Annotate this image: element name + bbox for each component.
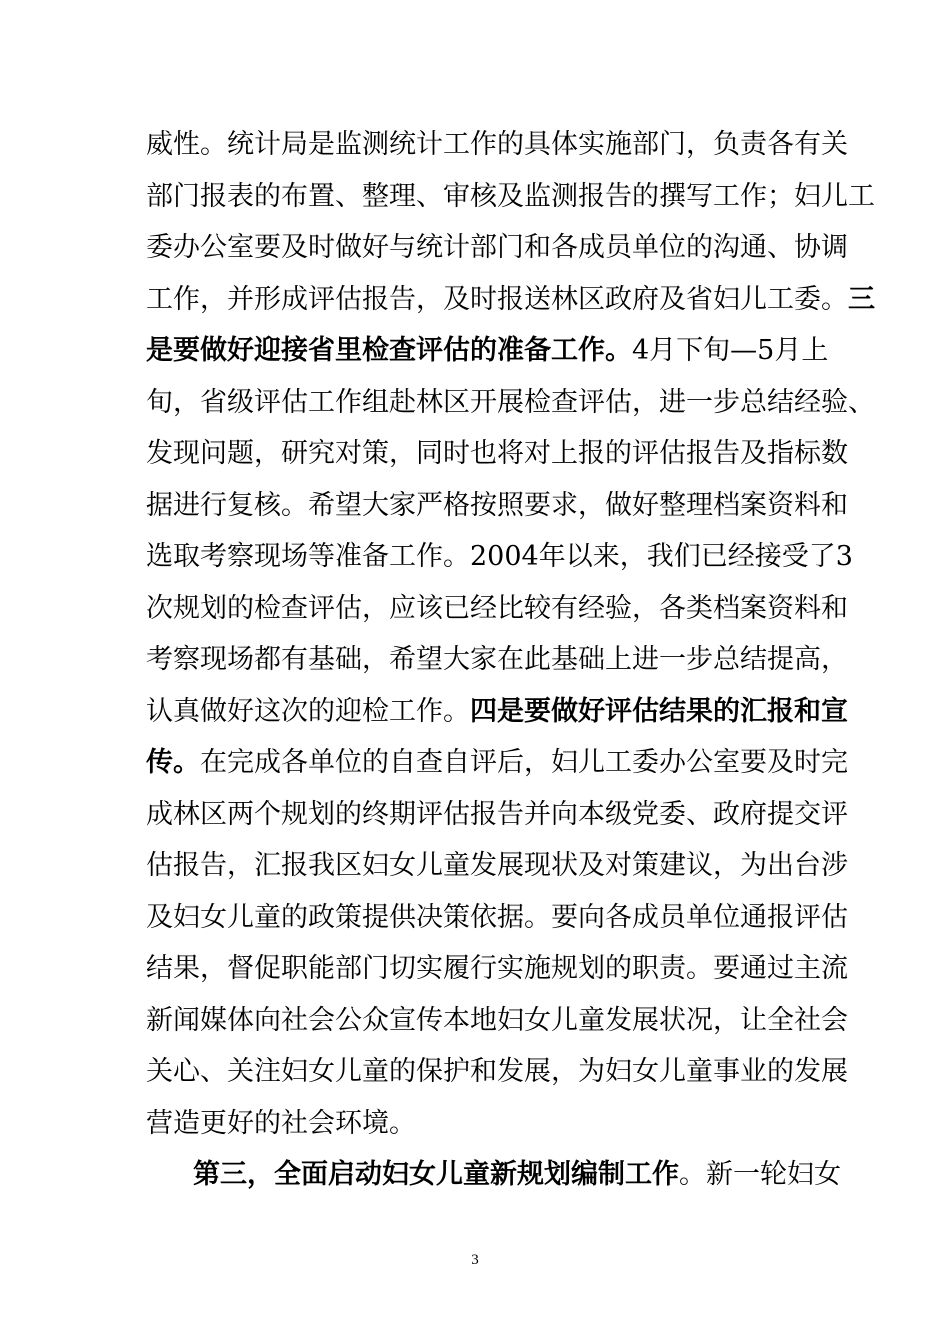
text-line-16 bbox=[146, 898, 848, 938]
text-segment: 估报告，汇报我区妇女儿童发展现状及对策建议，为出台涉 bbox=[146, 850, 848, 881]
text-segment: 工作，并形成评估报告，及时报送林区政府及省妇儿工委。 bbox=[146, 284, 848, 315]
text-line-15 bbox=[146, 846, 848, 886]
text-segment: 结果，督促职能部门切实履行实施规划的职责。要通过主流 bbox=[146, 953, 848, 984]
text-line-8 bbox=[146, 486, 848, 526]
text-line-11 bbox=[146, 640, 848, 680]
text-line-5 bbox=[146, 331, 829, 371]
text-segment: 发现问题，研究对策，同时也将对上报的评估报告及指标数 bbox=[146, 438, 848, 469]
text-line-10 bbox=[146, 589, 848, 629]
text-line-18 bbox=[146, 1001, 848, 1041]
text-line-6 bbox=[146, 383, 875, 423]
text-line-9 bbox=[146, 537, 853, 577]
text-segment: 在完成各单位的自查自评后，妇儿工委办公室要及时完 bbox=[200, 747, 848, 778]
text-line-1 bbox=[146, 125, 848, 165]
text-segment: 据进行复核。希望大家严格按照要求，做好整理档案资料和 bbox=[146, 490, 848, 521]
bold-text-segment: 第三，全面启动妇女儿童新规划编制工作 bbox=[193, 1159, 679, 1190]
bold-text-segment: 三 bbox=[848, 284, 875, 315]
text-line-14 bbox=[146, 795, 848, 835]
text-line-3 bbox=[146, 228, 848, 268]
text-segment: 旬，省级评估工作组赴林区开展检查评估，进一步总结经验、 bbox=[146, 387, 875, 418]
text-segment: 威性。统计局是监测统计工作的具体实施部门，负责各有关 bbox=[146, 129, 848, 160]
bold-text-segment: 传。 bbox=[146, 747, 200, 778]
text-segment: 次规划的检查评估，应该已经比较有经验，各类档案资料和 bbox=[146, 593, 848, 624]
text-segment: 成林区两个规划的终期评估报告并向本级党委、政府提交评 bbox=[146, 799, 848, 830]
text-segment: 委办公室要及时做好与统计部门和各成员单位的沟通、协调 bbox=[146, 232, 848, 263]
text-line-21 bbox=[193, 1155, 841, 1195]
text-line-17 bbox=[146, 949, 848, 989]
text-segment: 4月下旬—5月上 bbox=[632, 335, 829, 366]
text-segment: 部门报表的布置、整理、审核及监测报告的撰写工作；妇儿工 bbox=[146, 181, 875, 212]
bold-text-segment: 是要做好迎接省里检查评估的准备工作。 bbox=[146, 335, 632, 366]
text-line-2 bbox=[146, 177, 875, 217]
bold-text-segment: 四是要做好评估结果的汇报和宣 bbox=[470, 696, 848, 727]
text-segment: 认真做好这次的迎检工作。 bbox=[146, 696, 470, 727]
text-segment: 及妇女儿童的政策提供决策依据。要向各成员单位通报评估 bbox=[146, 902, 848, 933]
text-line-20 bbox=[146, 1104, 811, 1144]
text-segment: 新闻媒体向社会公众宣传本地妇女儿童发展状况，让全社会 bbox=[146, 1005, 848, 1036]
text-line-12 bbox=[146, 692, 848, 732]
text-segment: 关心、关注妇女儿童的保护和发展，为妇女儿童事业的发展 bbox=[146, 1056, 848, 1087]
text-segment: 选取考察现场等准备工作。2004年以来，我们已经接受了3 bbox=[146, 541, 853, 572]
text-line-19 bbox=[146, 1052, 848, 1092]
text-segment: 。新一轮妇女 bbox=[679, 1159, 841, 1190]
page-number: 3 bbox=[471, 1252, 479, 1268]
text-line-13 bbox=[146, 743, 848, 783]
text-line-7 bbox=[146, 434, 848, 474]
text-segment: 营造更好的社会环境。 bbox=[146, 1108, 416, 1139]
text-segment: 考察现场都有基础，希望大家在此基础上进一步总结提高， bbox=[146, 644, 848, 675]
text-line-4 bbox=[146, 280, 875, 320]
